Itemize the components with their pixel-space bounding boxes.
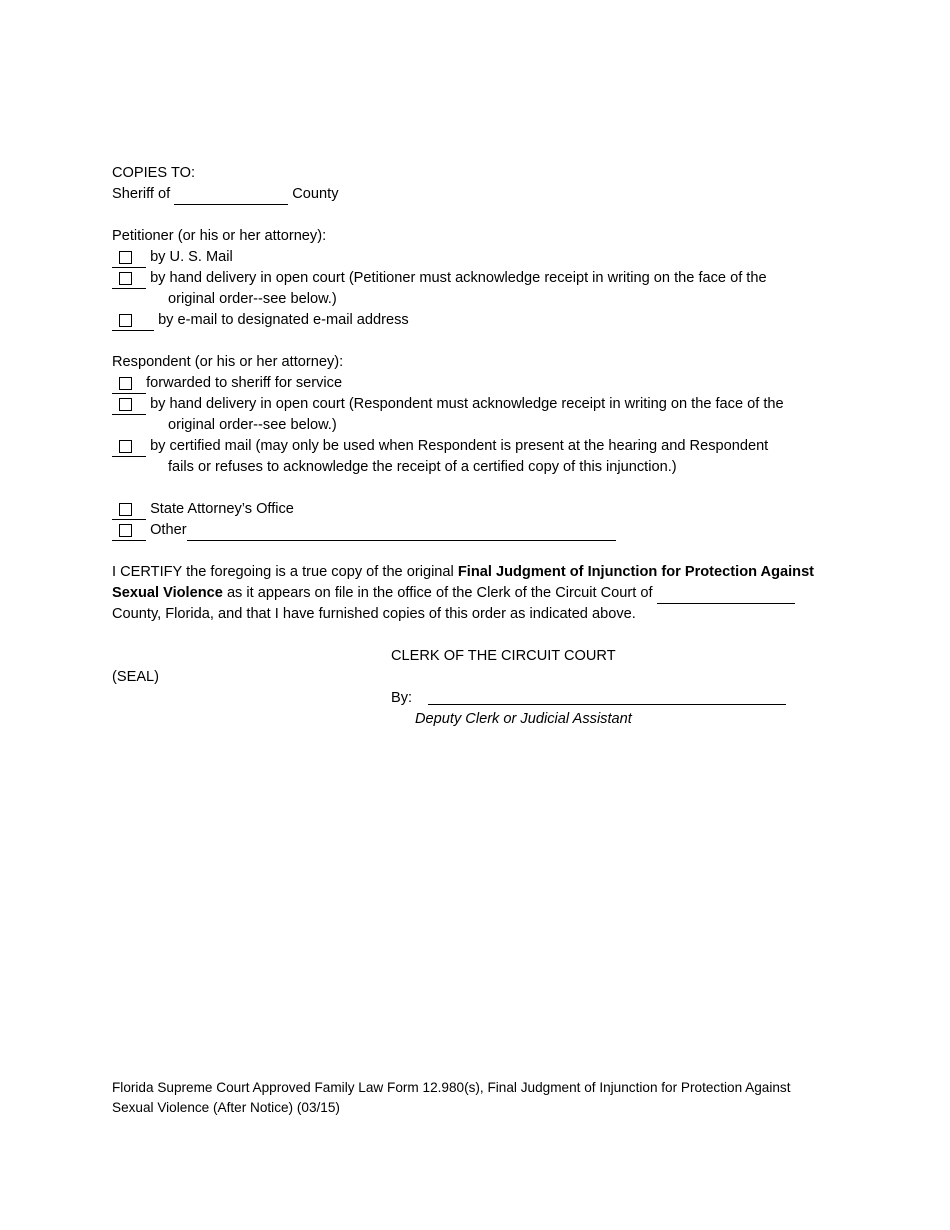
petitioner-email-option: [112, 310, 852, 331]
respondent-sheriff-checkbox[interactable]: [112, 376, 146, 394]
seal-line: [112, 667, 852, 688]
other-checkbox[interactable]: [112, 523, 146, 541]
form-footer: [112, 1078, 852, 1118]
document-body: [112, 163, 852, 730]
sheriff-line: [112, 184, 852, 205]
deputy-line: [112, 709, 852, 730]
petitioner-mail-checkbox[interactable]: [112, 250, 146, 268]
respondent-hand-continuation: original order--see below.): [168, 417, 337, 433]
respondent-hand-label: by hand delivery in open court (Respondent must acknowledge receipt in writing on the face of the: [150, 396, 784, 412]
respondent-hand-option: [112, 394, 852, 415]
seal-label: (SEAL): [112, 669, 160, 685]
petitioner-hand-continuation: original order--see below.): [168, 291, 337, 307]
certify-title: Final Judgment of Injunction for Protection Against: [457, 564, 815, 580]
signature-line[interactable]: [428, 688, 786, 705]
petitioner-mail-label: by U. S. Mail: [150, 249, 233, 265]
deputy-label: Deputy Clerk or Judicial Assistant: [415, 711, 632, 727]
petitioner-hand-checkbox[interactable]: [112, 271, 146, 289]
respondent-certified-checkbox[interactable]: [112, 439, 146, 457]
clerk-heading: CLERK OF THE CIRCUIT COURT: [391, 648, 616, 664]
certify-text: I CERTIFY the foregoing is a true copy of the original: [112, 564, 454, 580]
copies-to-heading: COPIES TO:: [112, 165, 195, 181]
respondent-sheriff-label: forwarded to sheriff for service: [146, 375, 343, 391]
petitioner-heading: Petitioner (or his or her attorney):: [112, 228, 327, 244]
petitioner-hand-option: [112, 268, 852, 289]
respondent-sheriff-option: [112, 373, 852, 394]
by-label: By:: [391, 690, 413, 706]
respondent-hand-checkbox[interactable]: [112, 397, 146, 415]
petitioner-hand-label: by hand delivery in open court (Petitioner must acknowledge receipt in writing on the face of the: [150, 270, 767, 286]
sheriff-suffix: County: [292, 186, 339, 202]
certify-line-3: County, Florida, and that I have furnished copies of this order as indicated above.: [112, 606, 636, 622]
respondent-certified-option: [112, 436, 852, 457]
sheriff-county-field[interactable]: [174, 188, 288, 205]
other-field[interactable]: [187, 524, 616, 541]
respondent-heading: Respondent (or his or her attorney):: [112, 354, 344, 370]
sheriff-prefix: Sheriff of: [112, 186, 171, 202]
certify-line-1: [112, 562, 852, 583]
certify-line-2: [112, 583, 852, 604]
certify-text-cont: as it appears on file in the office of the Clerk of the Circuit Court of: [226, 585, 653, 601]
certify-title-cont: Sexual Violence: [112, 585, 223, 601]
other-label: Other: [150, 522, 187, 538]
footer-line-1: Florida Supreme Court Approved Family Law Form 12.980(s), Final Judgment of Injunction for Protection Against: [112, 1080, 791, 1095]
state-attorney-checkbox[interactable]: [112, 502, 146, 520]
respondent-certified-continuation: fails or refuses to acknowledge the receipt of a certified copy of this injunction.): [168, 459, 677, 475]
respondent-certified-label: by certified mail (may only be used when Respondent is present at the hearing and Respondent: [150, 438, 769, 454]
petitioner-email-checkbox[interactable]: [112, 313, 154, 331]
state-attorney-label: State Attorney’s Office: [150, 501, 294, 517]
state-attorney-option: [112, 499, 852, 520]
other-option: [112, 520, 852, 541]
footer-line-2: Sexual Violence (After Notice) (03/15): [112, 1100, 340, 1115]
petitioner-mail-option: [112, 247, 852, 268]
petitioner-email-label: by e-mail to designated e-mail address: [158, 312, 409, 328]
clerk-line: [112, 646, 852, 667]
circuit-county-field[interactable]: [657, 587, 795, 604]
by-line: [112, 688, 852, 709]
